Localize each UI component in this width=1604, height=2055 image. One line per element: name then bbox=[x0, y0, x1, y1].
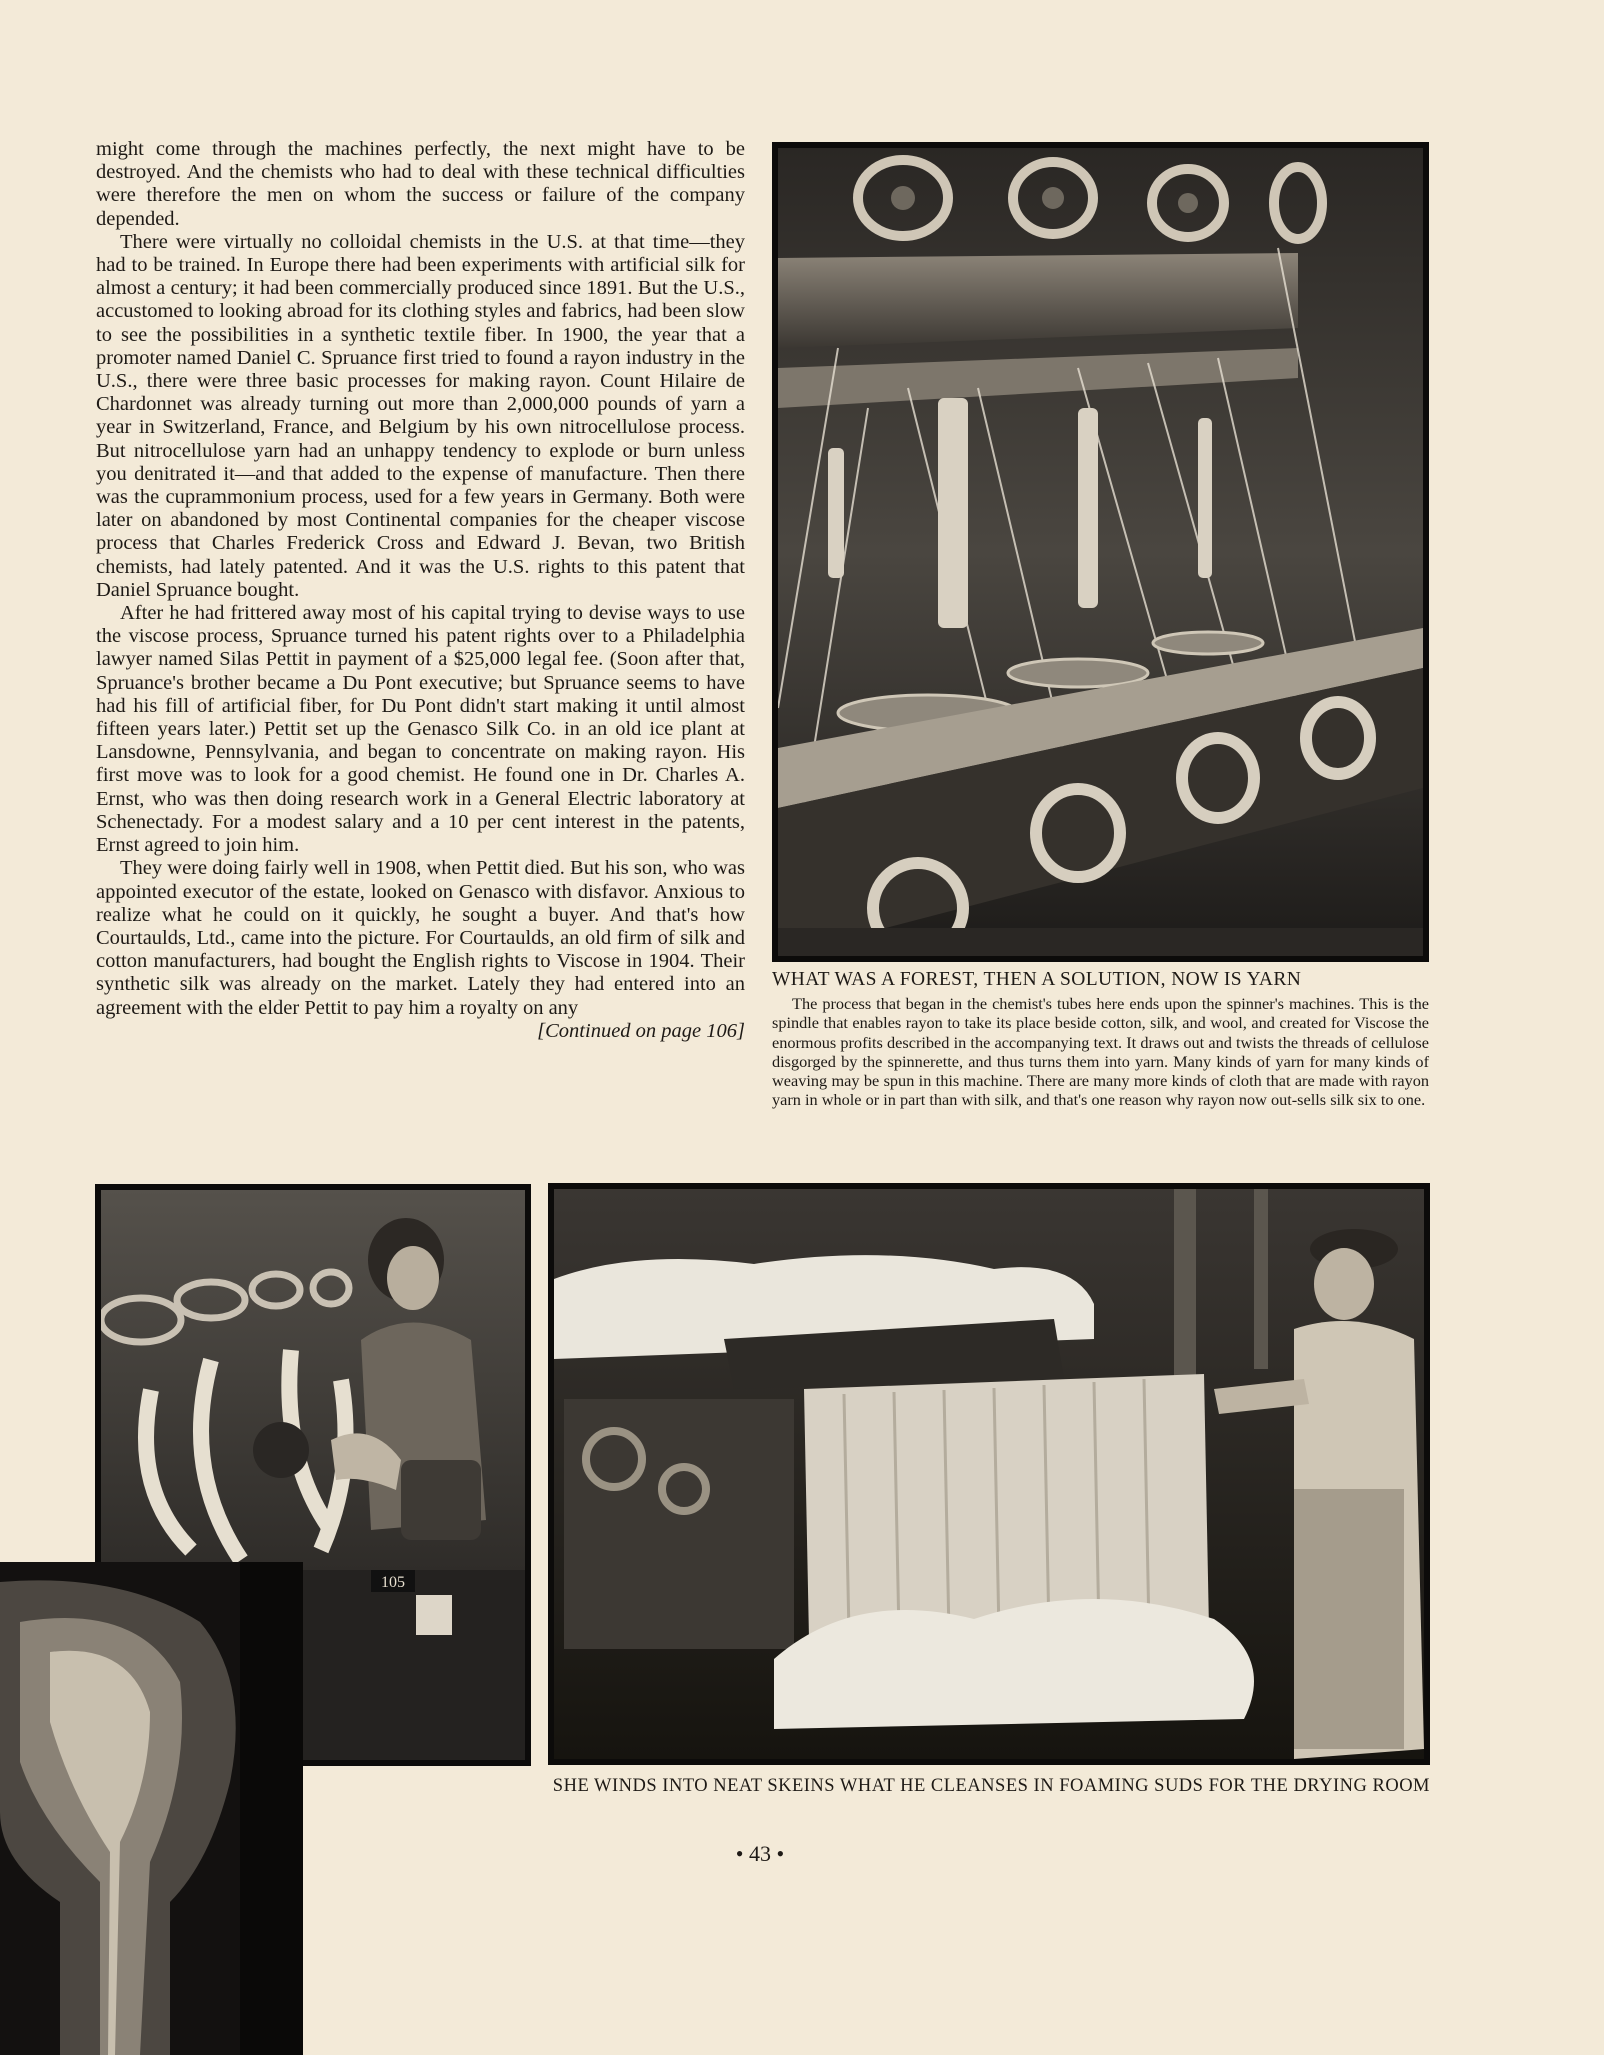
bottom-photo-caption: SHE WINDS INTO NEAT SKEINS WHAT HE CLEANSES IN FOAMING SUDS FOR THE DRYING ROOM bbox=[552, 1776, 1430, 1796]
page-number: • 43 • bbox=[735, 1841, 785, 1866]
photo-caption-text: The process that began in the chemist's tubes here ends upon the spinner's machines. This is the spindle that enables rayon to take its place beside cotton, silk, and wool, and created for Viscose the enormous profits described in the accompanying text. It draws out and twists the threads of cellulose disgorged by the spinnerette, and thus turns them into yarn. Many kinds of yarn for many kinds of weaving may be spun in this machine. There are many more kinds of cloth that are made with rayon yarn in whole or in part than with silk, and that's one reason why rayon now out-sells silk six to one. bbox=[772, 994, 1429, 1110]
article-paragraph: They were doing fairly well in 1908, when Pettit died. But his son, who was appointed executor of the estate, looked on Genasco with disfavor. Anxious to realize what he could on it quickly, he sought a buyer. And that's how Courtaulds, Ltd., came into the picture. For Courtaulds, an old firm of silk and cotton manufacturers, had bought the English rights to Viscose in 1904. Their synthetic silk was already on the market. Lately they had entered into an agreement with the elder Pettit to pay him a royalty on any bbox=[96, 857, 745, 1019]
continued-note: [Continued on page 106] bbox=[537, 1019, 745, 1042]
photo-caption-title: WHAT WAS A FOREST, THEN A SOLUTION, NOW IS YARN bbox=[772, 969, 1302, 990]
spinning-machine-photo bbox=[772, 142, 1429, 962]
article-body bbox=[96, 138, 745, 1043]
article-paragraph: There were virtually no colloidal chemists in the U.S. at that time—they had to be trained. In Europe there had been experiments with artificial silk for almost a century; it had been commercially produced since 1891. But the U.S., accustomed to looking abroad for its clothing styles and fabrics, had been slow to see the possibilities in a synthetic textile fiber. In 1900, the year that a promoter named Daniel C. Spruance first tried to found a rayon industry in the U.S., there were three basic processes for making rayon. Count Hilaire de Chardonnet was already turning out more than 2,000,000 pounds of yarn a year in Switzerland, France, and Belgium by his own nitrocellulose process. But nitrocellulose yarn had an unhappy tendency to explode or burn unless you denitrated it—and that added to the expense of manufacture. Then there was the cuprammonium process, used for a few years in Germany. Both were later on abandoned by most Continental companies for the cheaper viscose process that Charles Frederick Cross and Edward J. Bevan, two British chemists, had lately patented. And it was the U.S. rights to this patent that Daniel Spruance bought. bbox=[96, 230, 745, 601]
pipe-detail-photo bbox=[0, 1562, 303, 2055]
article-paragraph: might come through the machines perfectly, the next might have to be destroyed. And the chemists who had to deal with these technical difficulties were therefore the men on whom the success or failure of the company depended. bbox=[96, 138, 745, 230]
machine-number-label: 105 bbox=[381, 1574, 405, 1591]
article-paragraph: After he had frittered away most of his capital trying to devise ways to use the viscose process, Spruance turned his patent rights over to a Philadelphia lawyer named Silas Pettit in payment of a $25,000 legal fee. (Soon after that, Spruance's brother became a Du Pont executive; but Spruance seems to have had his fill of artificial fiber, for Du Pont didn't start making it until almost fifteen years later.) Pettit set up the Genasco Silk Co. in an old ice plant at Lansdowne, Pennsylvania, and began to concentrate on making rayon. His first move was to look for a good chemist. He found one in Dr. Charles A. Ernst, who was then doing research work in a General Electric laboratory at Schenectady. For a modest salary and a 10 per cent interest in the patents, Ernst agreed to join him. bbox=[96, 602, 745, 857]
suds-cleansing-photo bbox=[548, 1183, 1430, 1765]
